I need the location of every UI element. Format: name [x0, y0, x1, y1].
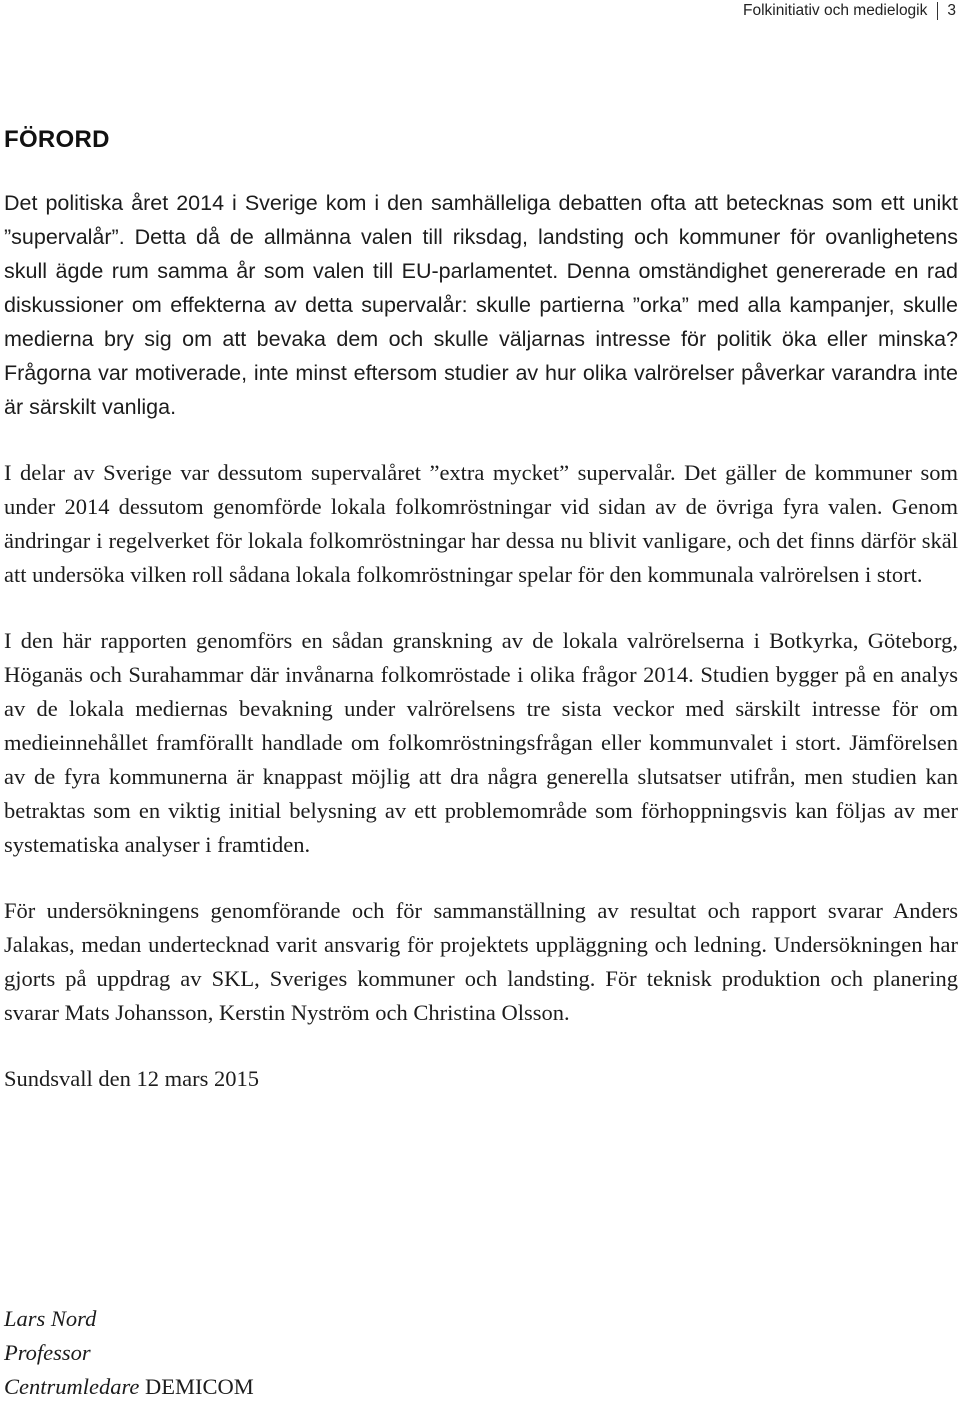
running-header — [743, 2, 956, 20]
signature-name: Lars Nord — [4, 1306, 97, 1331]
signature-position: Centrumledare — [4, 1374, 140, 1399]
paragraph-credits: För undersökningens genomförande och för sammanställning av resultat och rapport svarar Anders Jalakas, medan undertecknad varit ansvarig för projektets uppläggning och ledning. Undersökningen har gjorts på uppdrag av SKL, Sveriges kommuner och landsting. För teknisk produktion och planering svarar Mats Johansson, Kerstin Nyström och Christina Olsson. — [4, 898, 958, 1025]
body-text — [4, 186, 958, 1128]
page-number: 3 — [947, 2, 956, 19]
paragraph-report: I den här rapporten genomförs en sådan granskning av de lokala valrörelserna i Botkyrka, Göteborg, Höganäs och Surahammar där invånarna folkomröstade i olika frågor 2014. Studien bygger på en analys av de lokala mediernas bevakning under valrörelsens tre sista veckor med särskilt intresse för om medieinnehållet framförallt handlade om folkomröstningsfrågan eller kommunvalet i stort. Jämförelsen av de fyra kommunerna är knappast möjlig att dra några generella slutsatser utifrån, men studien kan betraktas som en viktig initial belysning av ett problemområde som förhoppningsvis kan följas av mer systematiska analyser i framtiden. — [4, 628, 958, 857]
header-divider — [937, 2, 938, 20]
paragraph-intro: Det politiska året 2014 i Sverige kom i den samhälleliga debatten ofta att betecknas som ett unikt ”supervalår”. Detta då de allmänna valen till riksdag, landsting och kommuner för ovanlighetens skull ägde rum samma år som valen till EU-parlamentet. Denna omständighet genererade en rad diskussioner om effekterna av detta supervalår: skulle partierna ”orka” med alla kampanjer, skulle medierna bry sig om att bevaka dem och skulle väljarnas intresse för politik öka eller minska? Frågorna var motiverade, inte minst eftersom studier av hur olika valrörelser påverkar varandra inte är särskilt vanliga. — [4, 191, 958, 419]
paragraph-referendums: I delar av Sverige var dessutom supervalåret ”extra mycket” supervalår. Det gäller de kommuner som under 2014 dessutom genomförde lokala folkomröstningar vid sidan av de övriga fyra valen. Genom ändringar i regelverket för lokala folkomröstningar har dessa nu blivit vanligare, och det finns därför skäl att undersöka vilken roll sådana lokala folkomröstningar spelar för den kommunala valrörelsen i stort. — [4, 460, 958, 587]
page-title: FÖRORD — [4, 126, 110, 153]
signature-position-line — [4, 1370, 254, 1404]
signature-organization: DEMICOM — [145, 1374, 254, 1399]
signature-role: Professor — [4, 1340, 91, 1365]
publication-title: Folkinitiativ och medielogik — [743, 2, 928, 19]
place-date: Sundsvall den 12 mars 2015 — [4, 1066, 259, 1091]
signature-block — [4, 1302, 254, 1404]
